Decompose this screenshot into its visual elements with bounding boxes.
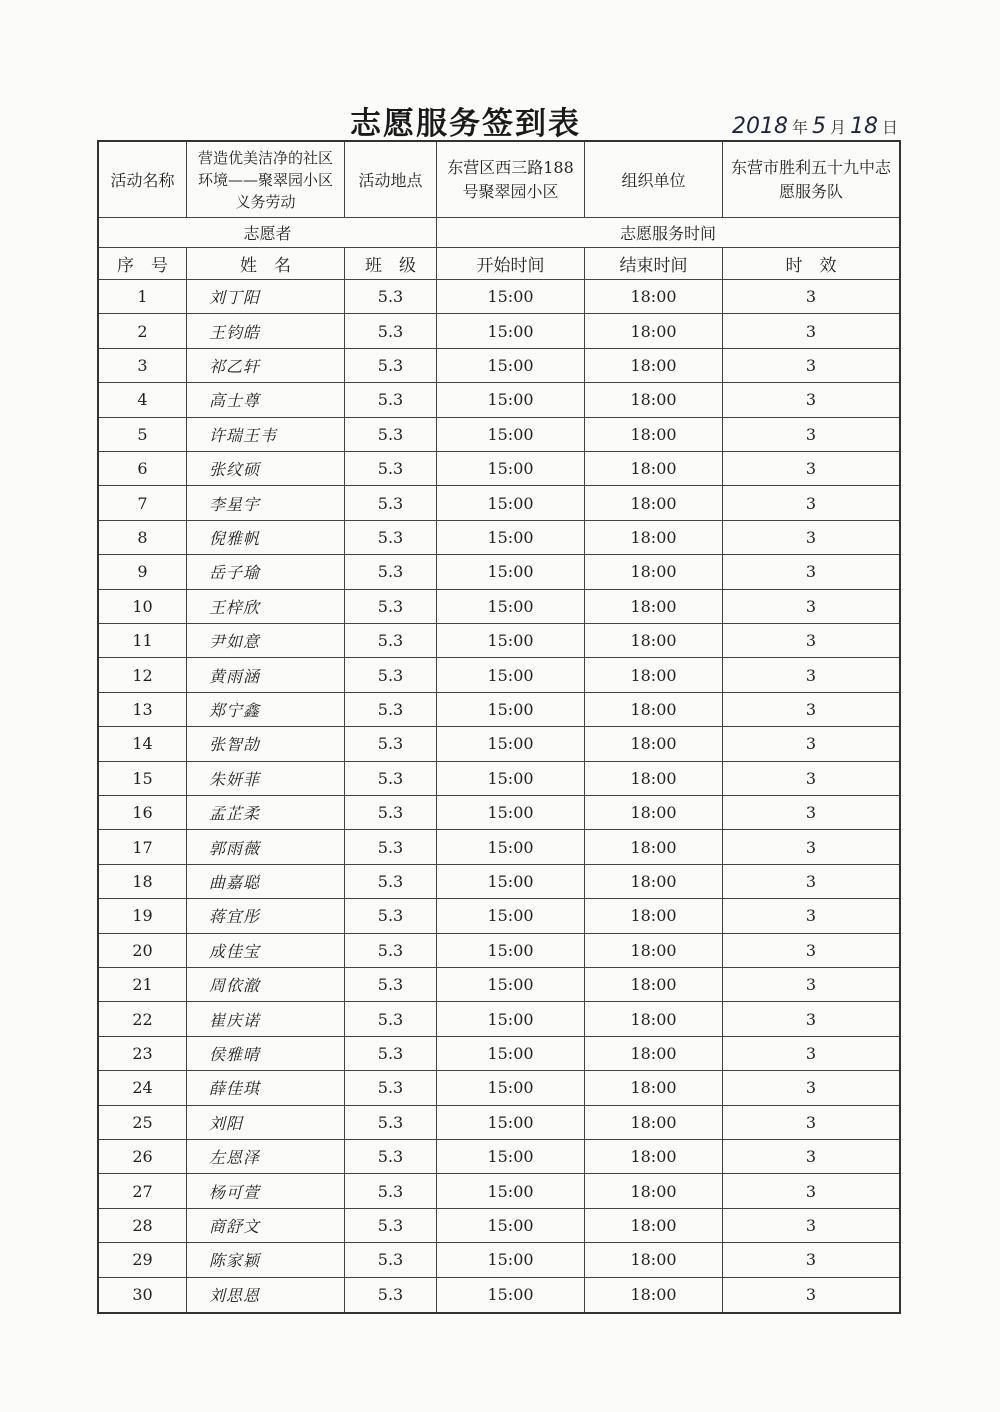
activity-location-value: 东营区西三路188号聚翠园小区 bbox=[437, 142, 585, 218]
start-time: 15:00 bbox=[437, 555, 585, 589]
row-number: 22 bbox=[99, 1002, 187, 1036]
start-time: 15:00 bbox=[437, 1002, 585, 1036]
class-value: 5.3 bbox=[345, 1243, 437, 1277]
row-number: 21 bbox=[99, 968, 187, 1002]
end-time: 18:00 bbox=[585, 624, 723, 658]
hours-value: 3 bbox=[723, 590, 899, 624]
hours-value: 3 bbox=[723, 383, 899, 417]
end-time: 18:00 bbox=[585, 1209, 723, 1243]
class-value: 5.3 bbox=[345, 624, 437, 658]
volunteer-signature: 王梓欣 bbox=[187, 590, 345, 624]
organizer-label: 组织单位 bbox=[585, 142, 723, 218]
row-number: 20 bbox=[99, 934, 187, 968]
class-value: 5.3 bbox=[345, 1071, 437, 1105]
start-time: 15:00 bbox=[437, 934, 585, 968]
class-value: 5.3 bbox=[345, 1209, 437, 1243]
start-time: 15:00 bbox=[437, 1174, 585, 1208]
col-header-class: 班 级 bbox=[345, 248, 437, 280]
class-value: 5.3 bbox=[345, 452, 437, 486]
volunteer-signature: 蒋宜彤 bbox=[187, 899, 345, 933]
start-time: 15:00 bbox=[437, 590, 585, 624]
end-time: 18:00 bbox=[585, 1106, 723, 1140]
row-number: 10 bbox=[99, 590, 187, 624]
end-time: 18:00 bbox=[585, 555, 723, 589]
class-value: 5.3 bbox=[345, 762, 437, 796]
end-time: 18:00 bbox=[585, 418, 723, 452]
row-number: 24 bbox=[99, 1071, 187, 1105]
end-time: 18:00 bbox=[585, 1243, 723, 1277]
row-number: 25 bbox=[99, 1106, 187, 1140]
hours-value: 3 bbox=[723, 658, 899, 692]
start-time: 15:00 bbox=[437, 968, 585, 1002]
sign-in-table bbox=[97, 140, 901, 1314]
class-value: 5.3 bbox=[345, 1140, 437, 1174]
end-time: 18:00 bbox=[585, 968, 723, 1002]
end-time: 18:00 bbox=[585, 727, 723, 761]
hours-value: 3 bbox=[723, 521, 899, 555]
row-number: 15 bbox=[99, 762, 187, 796]
end-time: 18:00 bbox=[585, 280, 723, 314]
volunteer-signature: 张纹硕 bbox=[187, 452, 345, 486]
start-time: 15:00 bbox=[437, 1071, 585, 1105]
start-time: 15:00 bbox=[437, 1037, 585, 1071]
row-number: 17 bbox=[99, 830, 187, 864]
volunteer-signature: 朱妍菲 bbox=[187, 762, 345, 796]
end-time: 18:00 bbox=[585, 349, 723, 383]
date-month-label: 月 bbox=[830, 118, 847, 137]
col-header-number: 序 号 bbox=[99, 248, 187, 280]
row-number: 29 bbox=[99, 1243, 187, 1277]
volunteer-signature: 侯雅晴 bbox=[187, 1037, 345, 1071]
class-value: 5.3 bbox=[345, 658, 437, 692]
volunteer-signature: 刘丁阳 bbox=[187, 280, 345, 314]
start-time: 15:00 bbox=[437, 383, 585, 417]
start-time: 15:00 bbox=[437, 762, 585, 796]
class-value: 5.3 bbox=[345, 1037, 437, 1071]
volunteer-signature: 曲嘉聪 bbox=[187, 865, 345, 899]
activity-name-value: 营造优美洁净的社区环境——聚翠园小区义务劳动 bbox=[187, 142, 345, 218]
row-number: 30 bbox=[99, 1278, 187, 1312]
hours-value: 3 bbox=[723, 968, 899, 1002]
row-number: 8 bbox=[99, 521, 187, 555]
volunteer-signature: 刘思恩 bbox=[187, 1278, 345, 1312]
start-time: 15:00 bbox=[437, 314, 585, 348]
date-year: 2018 bbox=[732, 114, 788, 139]
start-time: 15:00 bbox=[437, 349, 585, 383]
class-value: 5.3 bbox=[345, 1174, 437, 1208]
hours-value: 3 bbox=[723, 1106, 899, 1140]
row-number: 4 bbox=[99, 383, 187, 417]
end-time: 18:00 bbox=[585, 521, 723, 555]
end-time: 18:00 bbox=[585, 830, 723, 864]
page-title: 志愿服务签到表 bbox=[350, 106, 581, 142]
volunteer-signature: 薛佳琪 bbox=[187, 1071, 345, 1105]
start-time: 15:00 bbox=[437, 693, 585, 727]
end-time: 18:00 bbox=[585, 486, 723, 520]
end-time: 18:00 bbox=[585, 1278, 723, 1312]
end-time: 18:00 bbox=[585, 590, 723, 624]
volunteer-signature: 尹如意 bbox=[187, 624, 345, 658]
hours-value: 3 bbox=[723, 349, 899, 383]
row-number: 11 bbox=[99, 624, 187, 658]
class-value: 5.3 bbox=[345, 934, 437, 968]
volunteer-signature: 成佳宝 bbox=[187, 934, 345, 968]
activity-location-label: 活动地点 bbox=[345, 142, 437, 218]
class-value: 5.3 bbox=[345, 521, 437, 555]
end-time: 18:00 bbox=[585, 865, 723, 899]
start-time: 15:00 bbox=[437, 486, 585, 520]
hours-value: 3 bbox=[723, 280, 899, 314]
row-number: 23 bbox=[99, 1037, 187, 1071]
hours-value: 3 bbox=[723, 727, 899, 761]
end-time: 18:00 bbox=[585, 796, 723, 830]
start-time: 15:00 bbox=[437, 521, 585, 555]
volunteer-signature: 岳子瑜 bbox=[187, 555, 345, 589]
volunteer-signature: 高士尊 bbox=[187, 383, 345, 417]
volunteer-signature: 郭雨薇 bbox=[187, 830, 345, 864]
start-time: 15:00 bbox=[437, 899, 585, 933]
end-time: 18:00 bbox=[585, 1037, 723, 1071]
class-value: 5.3 bbox=[345, 280, 437, 314]
start-time: 15:00 bbox=[437, 280, 585, 314]
hours-value: 3 bbox=[723, 934, 899, 968]
class-value: 5.3 bbox=[345, 899, 437, 933]
activity-name-label: 活动名称 bbox=[99, 142, 187, 218]
end-time: 18:00 bbox=[585, 1140, 723, 1174]
class-value: 5.3 bbox=[345, 418, 437, 452]
row-number: 13 bbox=[99, 693, 187, 727]
volunteer-signature: 许瑞王韦 bbox=[187, 418, 345, 452]
start-time: 15:00 bbox=[437, 452, 585, 486]
hours-value: 3 bbox=[723, 762, 899, 796]
hours-value: 3 bbox=[723, 486, 899, 520]
row-number: 28 bbox=[99, 1209, 187, 1243]
hours-value: 3 bbox=[723, 796, 899, 830]
hours-value: 3 bbox=[723, 1209, 899, 1243]
volunteer-signature: 刘阳 bbox=[187, 1106, 345, 1140]
start-time: 15:00 bbox=[437, 1243, 585, 1277]
start-time: 15:00 bbox=[437, 796, 585, 830]
class-value: 5.3 bbox=[345, 555, 437, 589]
end-time: 18:00 bbox=[585, 658, 723, 692]
end-time: 18:00 bbox=[585, 1174, 723, 1208]
col-header-start: 开始时间 bbox=[437, 248, 585, 280]
volunteer-signature: 周依澈 bbox=[187, 968, 345, 1002]
row-number: 1 bbox=[99, 280, 187, 314]
start-time: 15:00 bbox=[437, 1278, 585, 1312]
service-time-group-header: 志愿服务时间 bbox=[437, 218, 899, 248]
end-time: 18:00 bbox=[585, 1002, 723, 1036]
volunteer-signature: 张智劼 bbox=[187, 727, 345, 761]
hours-value: 3 bbox=[723, 452, 899, 486]
class-value: 5.3 bbox=[345, 383, 437, 417]
end-time: 18:00 bbox=[585, 762, 723, 796]
date-year-label: 年 bbox=[792, 118, 809, 137]
start-time: 15:00 bbox=[437, 418, 585, 452]
volunteer-signature: 倪雅帆 bbox=[187, 521, 345, 555]
row-number: 12 bbox=[99, 658, 187, 692]
hours-value: 3 bbox=[723, 314, 899, 348]
class-value: 5.3 bbox=[345, 486, 437, 520]
volunteer-signature: 王钧皓 bbox=[187, 314, 345, 348]
row-number: 19 bbox=[99, 899, 187, 933]
hours-value: 3 bbox=[723, 1037, 899, 1071]
row-number: 18 bbox=[99, 865, 187, 899]
col-header-end: 结束时间 bbox=[585, 248, 723, 280]
start-time: 15:00 bbox=[437, 1106, 585, 1140]
class-value: 5.3 bbox=[345, 590, 437, 624]
hours-value: 3 bbox=[723, 865, 899, 899]
hours-value: 3 bbox=[723, 555, 899, 589]
row-number: 6 bbox=[99, 452, 187, 486]
date-day-label: 日 bbox=[882, 118, 899, 137]
class-value: 5.3 bbox=[345, 1106, 437, 1140]
hours-value: 3 bbox=[723, 1174, 899, 1208]
end-time: 18:00 bbox=[585, 452, 723, 486]
row-number: 3 bbox=[99, 349, 187, 383]
end-time: 18:00 bbox=[585, 383, 723, 417]
date-line bbox=[732, 114, 898, 139]
row-number: 26 bbox=[99, 1140, 187, 1174]
hours-value: 3 bbox=[805, 1285, 817, 1305]
hours-value: 3 bbox=[723, 1071, 899, 1105]
start-time: 15:00 bbox=[437, 624, 585, 658]
class-value: 5.3 bbox=[345, 349, 437, 383]
row-number: 14 bbox=[99, 727, 187, 761]
hours-value: 3 bbox=[723, 830, 899, 864]
class-value: 5.3 bbox=[345, 830, 437, 864]
hours-value: 3 bbox=[723, 899, 899, 933]
hours-value: 3 bbox=[723, 1002, 899, 1036]
end-time: 18:00 bbox=[585, 934, 723, 968]
volunteer-signature: 陈家颖 bbox=[187, 1243, 345, 1277]
hours-value: 3 bbox=[723, 418, 899, 452]
row-number: 9 bbox=[99, 555, 187, 589]
volunteer-signature: 杨可萱 bbox=[187, 1174, 345, 1208]
volunteer-signature: 商舒文 bbox=[187, 1209, 345, 1243]
end-time: 18:00 bbox=[585, 1071, 723, 1105]
start-time: 15:00 bbox=[437, 830, 585, 864]
volunteer-signature: 崔庆诺 bbox=[187, 1002, 345, 1036]
start-time: 15:00 bbox=[437, 727, 585, 761]
row-number: 2 bbox=[99, 314, 187, 348]
volunteer-signature: 孟芷柔 bbox=[187, 796, 345, 830]
class-value: 5.3 bbox=[345, 1278, 437, 1312]
start-time: 15:00 bbox=[437, 865, 585, 899]
end-time: 18:00 bbox=[585, 314, 723, 348]
class-value: 5.3 bbox=[345, 968, 437, 1002]
volunteer-group-header: 志愿者 bbox=[99, 218, 437, 248]
volunteer-signature: 左恩泽 bbox=[187, 1140, 345, 1174]
hours-value: 3 bbox=[723, 1140, 899, 1174]
end-time: 18:00 bbox=[585, 693, 723, 727]
start-time: 15:00 bbox=[437, 1209, 585, 1243]
volunteer-signature: 祁乙轩 bbox=[187, 349, 345, 383]
hours-value: 3 bbox=[723, 693, 899, 727]
date-day: 18 bbox=[850, 114, 879, 139]
hours-value: 3 bbox=[723, 624, 899, 658]
organizer-value: 东营市胜利五十九中志愿服务队 bbox=[723, 142, 899, 218]
end-time: 18:00 bbox=[585, 899, 723, 933]
hours-value: 3 bbox=[723, 1243, 899, 1277]
col-header-hours: 时 效 bbox=[723, 248, 899, 280]
start-time: 15:00 bbox=[437, 658, 585, 692]
row-number: 7 bbox=[99, 486, 187, 520]
class-value: 5.3 bbox=[345, 796, 437, 830]
date-month: 5 bbox=[812, 114, 827, 139]
row-number: 5 bbox=[99, 418, 187, 452]
class-value: 5.3 bbox=[345, 693, 437, 727]
volunteer-signature: 李星宇 bbox=[187, 486, 345, 520]
class-value: 5.3 bbox=[345, 865, 437, 899]
volunteer-signature: 黄雨涵 bbox=[187, 658, 345, 692]
col-header-name: 姓 名 bbox=[187, 248, 345, 280]
class-value: 5.3 bbox=[345, 314, 437, 348]
volunteer-signature: 郑宁鑫 bbox=[187, 693, 345, 727]
row-number: 27 bbox=[99, 1174, 187, 1208]
class-value: 5.3 bbox=[345, 1002, 437, 1036]
class-value: 5.3 bbox=[345, 727, 437, 761]
start-time: 15:00 bbox=[437, 1140, 585, 1174]
row-number: 16 bbox=[99, 796, 187, 830]
